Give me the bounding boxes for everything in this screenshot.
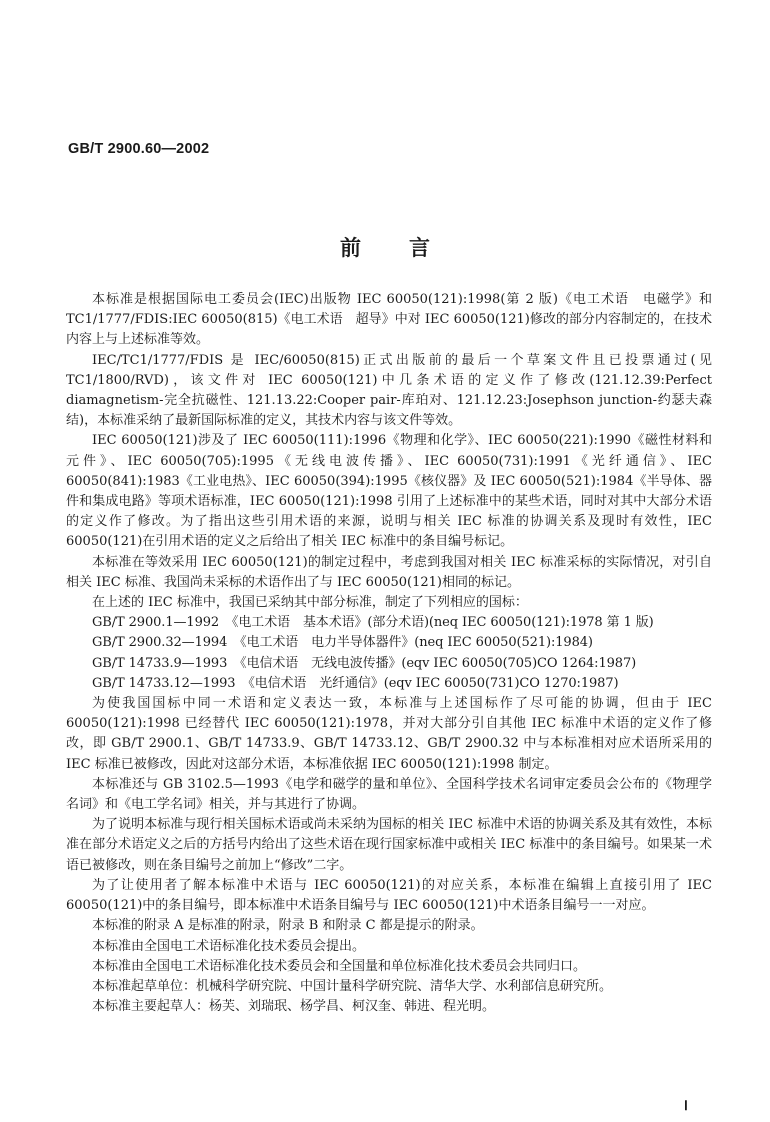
page-title: 前言: [340, 235, 478, 260]
reference-standard: GB/T 2900.1—1992 《电工术语 基本术语》(部分术语)(neq IEC 60050(121):1978 第 1 版): [92, 615, 654, 631]
reference-standard: GB/T 14733.12—1993 《电信术语 光纤通信》(eqv IEC 60050(731)CO 1270:1987): [92, 675, 619, 691]
paragraph: 本标准起草单位：机械科学研究院、中国计量科学研究院、清华大学、水利部信息研究所。: [92, 978, 613, 994]
reference-standard: GB/T 2900.32—1994 《电工术语 电力半导体器件》(neq IEC 60050(521):1984): [92, 635, 593, 651]
paragraph: 为使我国国标中同一术语和定义表达一致，本标准与上述国标作了尽可能的协调，但由于 IEC 60050(121):1998 已经替代 IEC 60050(121):1978，并对大部分引自其他 IEC 标准中术语的定义作了修改，即 GB/T 2900.1、GB/T 14733.9、GB/T 14733.12、GB/T 2900.32 中与本标准相对应术语所采用的 IEC 标准已被修改，因此对这部分术语，本标准依据 IEC 60050(121):1998 制定。: [66, 696, 712, 772]
paragraph: 本标准主要起草人：杨芙、刘瑞珉、杨学昌、柯汉奎、韩进、程光明。: [92, 999, 496, 1015]
paragraph: IEC/TC1/1777/FDIS 是 IEC/60050(815)正式出版前的最后一个草案文件且已投票通过(见 TC1/1800/RVD)，该文件对 IEC 60050(121)中几条术语的定义作了修改(121.12.39:Perfect diamagnetism-完全抗磁性、121.13.22:Cooper pair-库珀对、121.12.23:Josephson junction-约瑟夫森结)，本标准采纳了最新国际标准的定义，其技术内容与该文件等效。: [66, 352, 712, 429]
paragraph: IEC 60050(121)涉及了 IEC 60050(111):1996《物理和化学》、IEC 60050(221):1990《磁性材料和元件》、IEC 60050(705):1995《无线电波传播》、IEC 60050(731):1991《光纤通信》、IEC 60050(841):1983《工业电热》、IEC 60050(394):1995《核仪器》及 IEC 60050(521):1984《半导体、器件和集成电路》等项术语标准，IEC 60050(121):1998 引用了上述标准中的某些术语，同时对其中大部分术语的定义作了修改。为了指出这些引用术语的来源，说明与相关 IEC 标准的协调关系及现时有效性，IEC 60050(121)在引用术语的定义之后给出了相关 IEC 标准中的条目编号标记。: [66, 433, 712, 550]
standard-code: GB/T 2900.60—2002: [68, 141, 210, 157]
document-body: [66, 290, 712, 1017]
page-number: Ⅰ: [684, 1098, 688, 1113]
paragraph: 为了说明本标准与现行相关国标术语或尚未采纳为国标的相关 IEC 标准中术语的协调关系及其有效性，本标准在部分术语定义之后的方括号内给出了这些术语在现行国家标准中或相关 IEC 标准中的条目编号。如果某一术语已被修改，则在条目编号之前加上“修改”二字。: [66, 817, 712, 873]
paragraph: 本标准在等效采用 IEC 60050(121)的制定过程中，考虑到我国对相关 IEC 标准采标的实际情况，对引自相关 IEC 标准、我国尚未采标的术语作出了与 IEC 60050(121)相同的标记。: [66, 554, 712, 590]
reference-standard: GB/T 14733.9—1993 《电信术语 无线电波传播》(eqv IEC 60050(705)CO 1264:1987): [92, 655, 637, 671]
paragraph: 本标准的附录 A 是标准的附录，附录 B 和附录 C 都是提示的附录。: [92, 918, 484, 934]
paragraph: 本标准是根据国际电工委员会(IEC)出版物 IEC 60050(121):1998(第 2 版)《电工术语 电磁学》和 TC1/1777/FDIS:IEC 60050(815)《电工术语 超导》中对 IEC 60050(121)修改的部分内容制定的，在技术内容上与上述标准等效。: [66, 292, 712, 348]
paragraph: 为了让使用者了解本标准中术语与 IEC 60050(121)的对应关系，本标准在编辑上直接引用了 IEC 60050(121)中的条目编号，即本标准中术语条目编号与 IEC 60050(121)中术语条目编号一一对应。: [66, 877, 712, 914]
paragraph: 本标准由全国电工术语标准化技术委员会提出。: [92, 938, 366, 954]
paragraph: 本标准还与 GB 3102.5—1993《电学和磁学的量和单位》、全国科学技术名词审定委员会公布的《物理学名词》和《电工学名词》相关，并与其进行了协调。: [66, 776, 712, 813]
paragraph: 在上述的 IEC 标准中，我国已采纳其中部分标准，制定了下列相应的国标：: [92, 595, 528, 611]
paragraph: 本标准由全国电工术语标准化技术委员会和全国量和单位标准化技术委员会共同归口。: [92, 958, 587, 974]
